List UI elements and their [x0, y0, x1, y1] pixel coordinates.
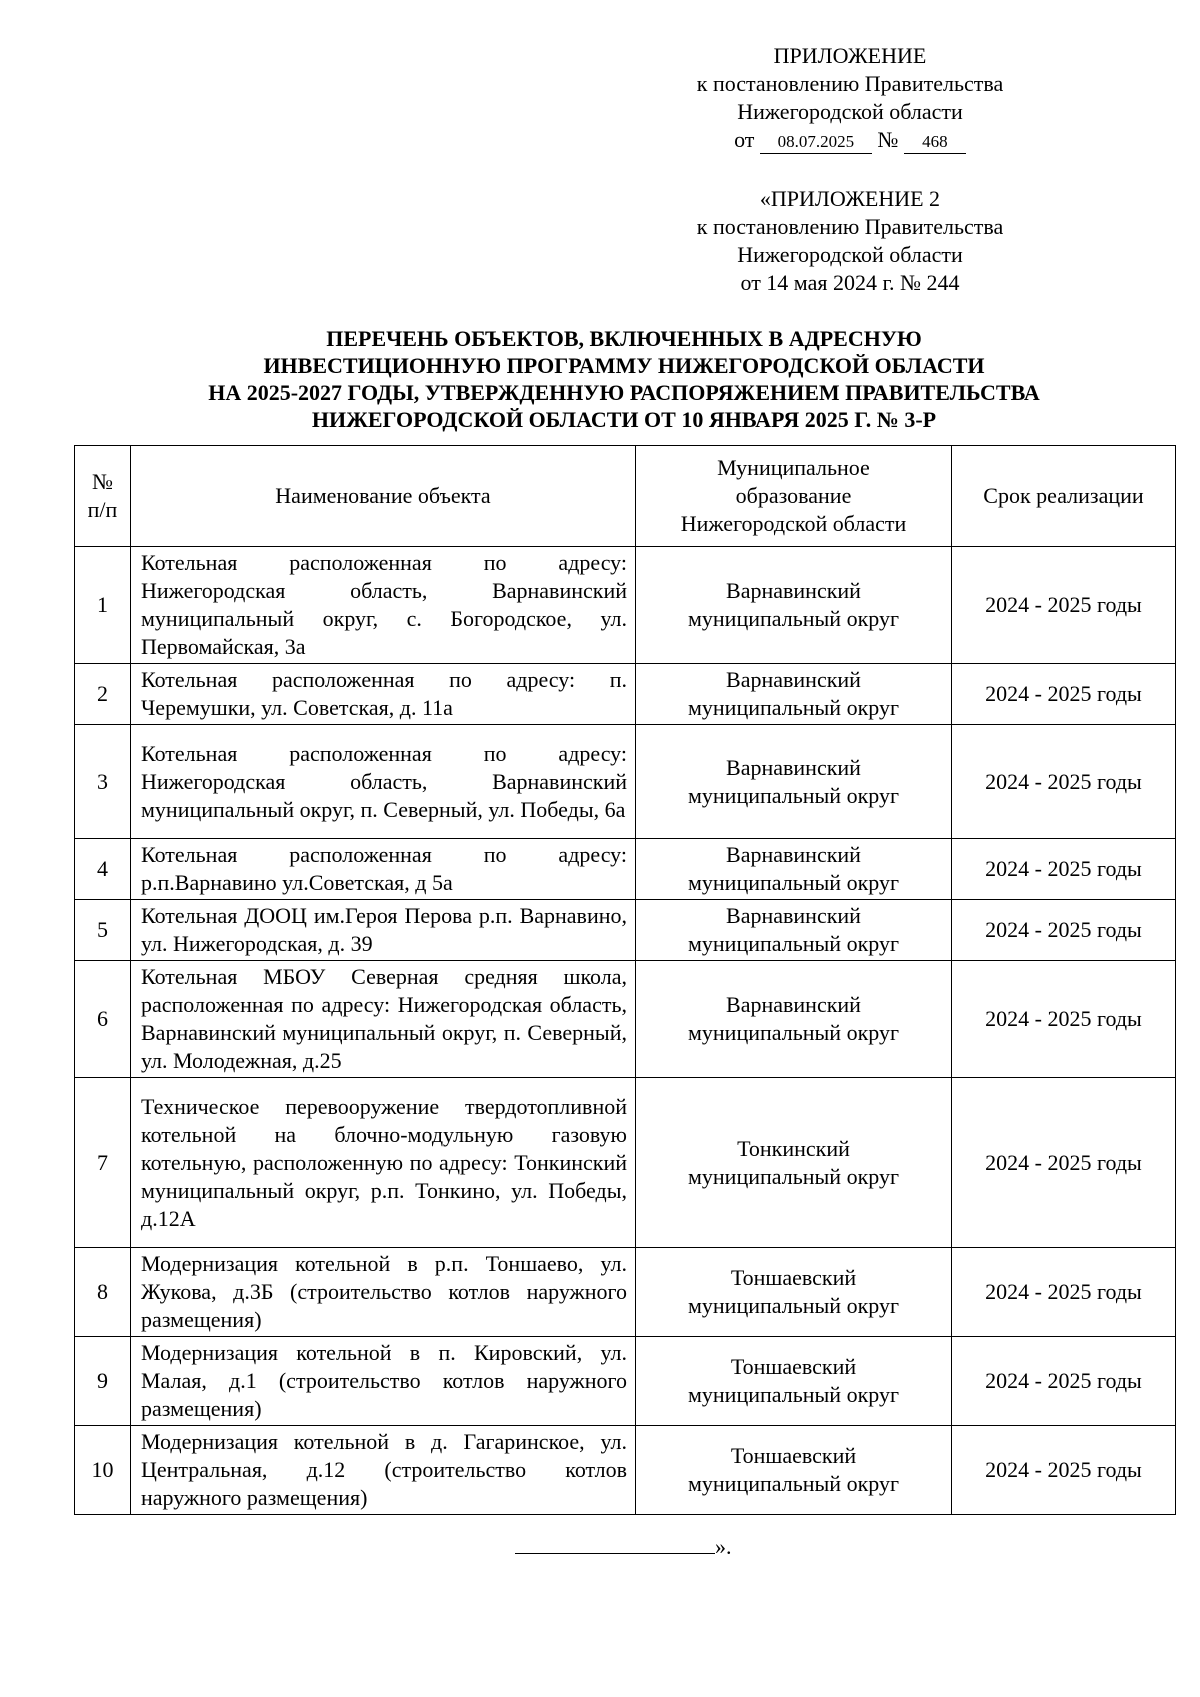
municipality [636, 1078, 952, 1248]
municipality-type: муниципальный округ [687, 870, 899, 895]
municipality-type: муниципальный округ [687, 1293, 899, 1318]
table-row [75, 725, 1176, 839]
object-name: Котельная ДООЦ им.Героя Перова р.п. Варнавино, ул. Нижегородская, д. 39 [131, 900, 636, 961]
appendix-2-region-line: Нижегородской области [737, 242, 963, 267]
implementation-term: 2024 - 2025 годы [952, 1248, 1176, 1337]
municipality [636, 725, 952, 839]
appendix-block [640, 42, 1060, 154]
municipality [636, 1248, 952, 1337]
municipality-name: Тоншаевский [730, 1265, 857, 1290]
row-number: 9 [75, 1337, 131, 1426]
municipality-name: Варнавинский [726, 754, 861, 780]
municipality-type: муниципальный округ [687, 606, 899, 631]
table-row [75, 664, 1176, 725]
document-title [74, 325, 1174, 433]
table-row [75, 1078, 1176, 1248]
table-row [75, 1337, 1176, 1426]
implementation-term: 2024 - 2025 годы [952, 1078, 1176, 1248]
table-row [75, 1426, 1176, 1515]
implementation-term: 2024 - 2025 годы [952, 664, 1176, 725]
appendix-2-heading: «ПРИЛОЖЕНИЕ 2 [759, 186, 941, 211]
municipality-name: Варнавинский [726, 578, 861, 603]
municipality-type: муниципальный округ [687, 1163, 899, 1189]
header-name: Наименование объекта [131, 446, 636, 547]
from-label: от [734, 127, 755, 152]
appendix-heading: ПРИЛОЖЕНИЕ [773, 43, 927, 68]
implementation-term: 2024 - 2025 годы [952, 725, 1176, 839]
municipality [636, 547, 952, 664]
table-header-row [75, 446, 1176, 547]
decree-date: 08.07.2025 [760, 131, 872, 154]
municipality [636, 1337, 952, 1426]
municipality [636, 839, 952, 900]
municipality-name: Варнавинский [726, 842, 861, 867]
row-number: 10 [75, 1426, 131, 1515]
row-number: 2 [75, 664, 131, 725]
row-number: 3 [75, 725, 131, 839]
title-line: ИНВЕСТИЦИОННУЮ ПРОГРАММУ НИЖЕГОРОДСКОЙ ОБЛАСТИ [263, 353, 985, 378]
object-name: Техническое перевооружение твердотопливной котельной на блочно-модульную газовую котельную, расположенную по адресу: Тонкинский муниципальный округ, р.п. Тонкино, ул. Победы, д.12А [131, 1078, 636, 1248]
table-row [75, 839, 1176, 900]
implementation-term: 2024 - 2025 годы [952, 1337, 1176, 1426]
municipality-name: Варнавинский [726, 903, 861, 928]
municipality-type: муниципальный округ [687, 1471, 899, 1496]
object-name: Котельная расположенная по адресу: Нижегородская область, Варнавинский муниципальный округ, п. Северный, ул. Победы, 6а [131, 725, 636, 839]
appendix-region-line: Нижегородской области [737, 99, 963, 124]
object-name: Модернизация котельной в п. Кировский, ул. Малая, д.1 (строительство котлов наружного размещения) [131, 1337, 636, 1426]
implementation-term: 2024 - 2025 годы [952, 547, 1176, 664]
appendix-ref-line: к постановлению Правительства [696, 71, 1004, 96]
object-name: Котельная МБОУ Северная средняя школа, расположенная по адресу: Нижегородская область, Варнавинский муниципальный округ, п. Северный, ул. Молодежная, д.25 [131, 961, 636, 1078]
appendix-2-ref-line: к постановлению Правительства [696, 214, 1004, 239]
row-number: 6 [75, 961, 131, 1078]
municipality [636, 664, 952, 725]
number-label: № [877, 127, 899, 152]
municipality-type: муниципальный округ [687, 931, 899, 956]
municipality-name: Тонкинский [737, 1135, 850, 1161]
closing-underline [515, 1533, 715, 1554]
appendix-2-date-line: от 14 мая 2024 г. № 244 [740, 270, 960, 295]
table-row [75, 961, 1176, 1078]
municipality [636, 961, 952, 1078]
row-number: 4 [75, 839, 131, 900]
municipality-name: Тоншаевский [730, 1354, 857, 1379]
objects-table [74, 445, 1176, 1515]
municipality-name: Варнавинский [726, 992, 861, 1017]
header-municipality: Муниципальное образование Нижегородской области [636, 446, 952, 547]
row-number: 5 [75, 900, 131, 961]
closing-line [515, 1533, 732, 1561]
object-name: Модернизация котельной в д. Гагаринское, ул. Центральная, д.12 (строительство котлов наружного размещения) [131, 1426, 636, 1515]
municipality-name: Варнавинский [726, 667, 861, 692]
table-row [75, 547, 1176, 664]
municipality-type: муниципальный округ [687, 695, 899, 720]
header-num: № п/п [75, 446, 131, 547]
object-name: Модернизация котельной в р.п. Тоншаево, ул. Жукова, д.3Б (строительство котлов наружного размещения) [131, 1248, 636, 1337]
closing-mark: ». [715, 1534, 732, 1559]
object-name: Котельная расположенная по адресу: п. Черемушки, ул. Советская, д. 11а [131, 664, 636, 725]
object-name: Котельная расположенная по адресу: р.п.Варнавино ул.Советская, д 5а [131, 839, 636, 900]
title-line: НА 2025-2027 ГОДЫ, УТВЕРЖДЕННУЮ РАСПОРЯЖЕНИЕМ ПРАВИТЕЛЬСТВА [208, 380, 1040, 405]
implementation-term: 2024 - 2025 годы [952, 900, 1176, 961]
municipality-type: муниципальный округ [687, 1382, 899, 1407]
appendix-date-line [640, 126, 1060, 154]
table-row [75, 1248, 1176, 1337]
table-row [75, 900, 1176, 961]
row-number: 1 [75, 547, 131, 664]
object-name: Котельная расположенная по адресу: Нижегородская область, Варнавинский муниципальный округ, с. Богородское, ул. Первомайская, 3а [131, 547, 636, 664]
title-line: ПЕРЕЧЕНЬ ОБЪЕКТОВ, ВКЛЮЧЕННЫХ В АДРЕСНУЮ [326, 326, 922, 351]
title-line: НИЖЕГОРОДСКОЙ ОБЛАСТИ ОТ 10 ЯНВАРЯ 2025 Г. № 3-Р [311, 407, 937, 432]
municipality [636, 1426, 952, 1515]
municipality-type: муниципальный округ [687, 782, 899, 808]
row-number: 7 [75, 1078, 131, 1248]
implementation-term: 2024 - 2025 годы [952, 961, 1176, 1078]
municipality-name: Тоншаевский [730, 1443, 857, 1468]
decree-number: 468 [904, 131, 966, 154]
municipality-type: муниципальный округ [687, 1020, 899, 1045]
table-body [75, 547, 1176, 1515]
implementation-term: 2024 - 2025 годы [952, 839, 1176, 900]
header-term: Срок реализации [952, 446, 1176, 547]
implementation-term: 2024 - 2025 годы [952, 1426, 1176, 1515]
row-number: 8 [75, 1248, 131, 1337]
municipality [636, 900, 952, 961]
appendix-2-block [640, 185, 1060, 297]
